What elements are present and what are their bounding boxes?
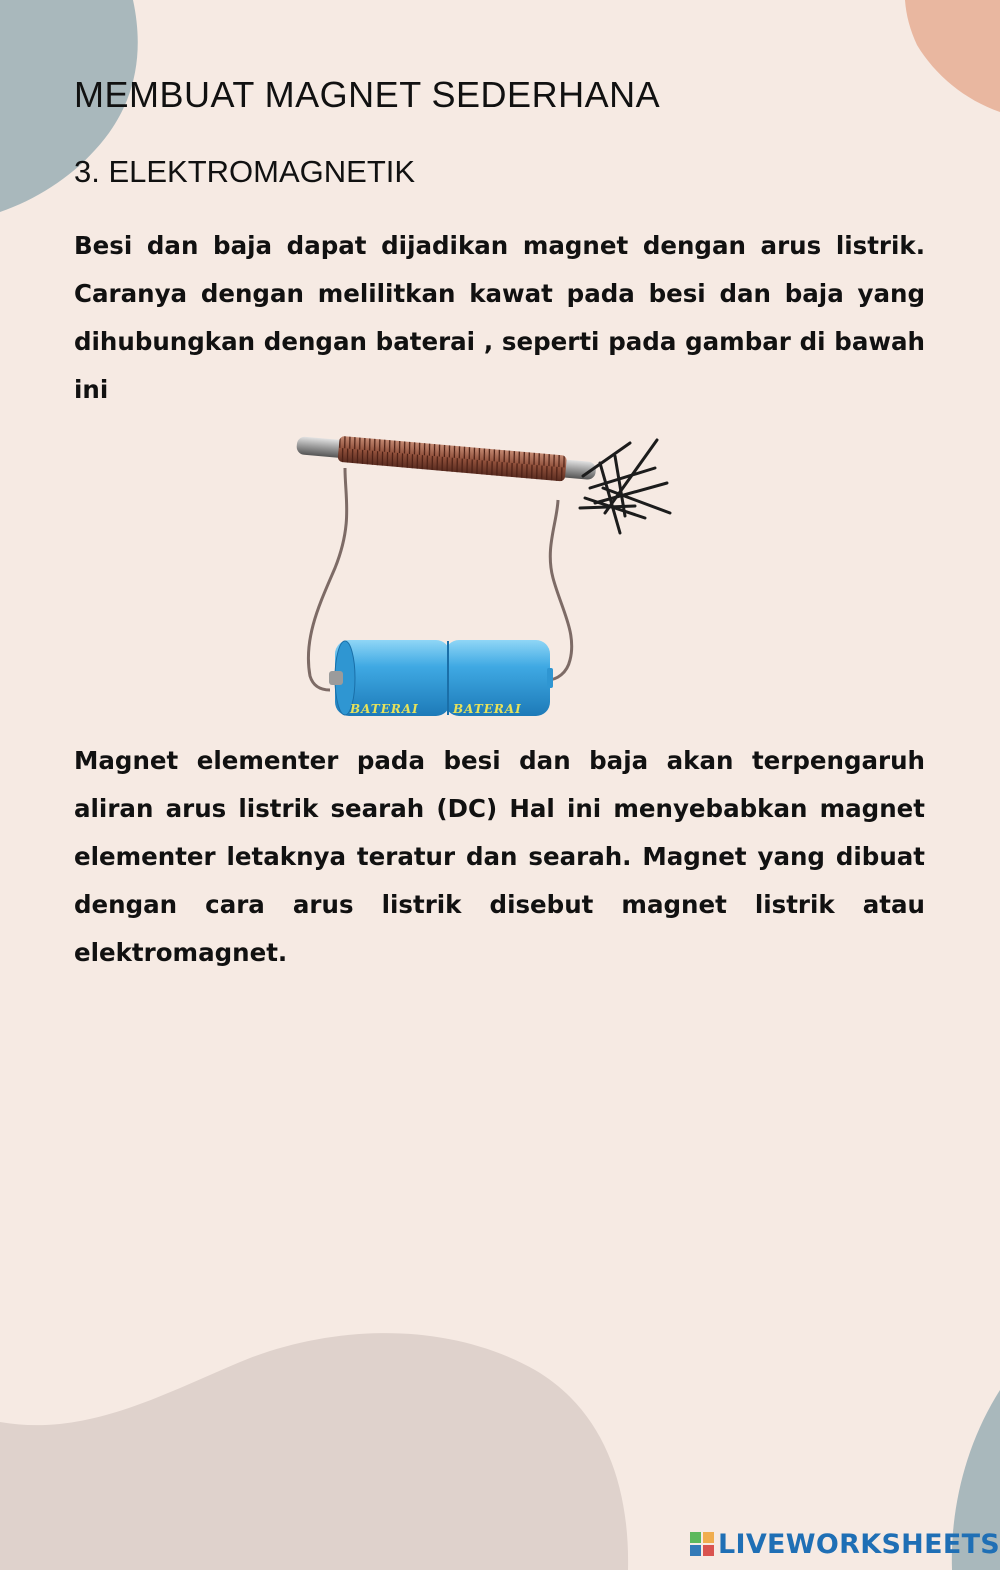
page-title: MEMBUAT MAGNET SEDERHANA [74, 74, 661, 115]
liveworksheets-logo-icon [690, 1532, 714, 1556]
nails [580, 440, 670, 533]
electromagnet-illustration [285, 428, 685, 728]
section-title: 3. ELEKTROMAGNETIK [74, 154, 416, 189]
battery-label-2: BATERAI [453, 702, 522, 716]
intro-paragraph: Besi dan baja dapat dijadikan magnet dengan arus listrik. Caranya dengan melilitkan kawat pada besi dan baja yang dihubungkan dengan baterai , seperti pada gambar di bawah ini [74, 231, 925, 404]
explanation-paragraph: Magnet elementer pada besi dan baja akan terpengaruh aliran arus listrik searah (DC) Hal ini menyebabkan magnet elementer letaknya teratur dan searah. Magnet yang dibuat dengan cara arus listrik disebut magnet listrik atau elektromagnet. [74, 746, 925, 967]
battery-label-1: BATERAI [350, 702, 419, 716]
right-wire [547, 500, 572, 680]
liveworksheets-logo [690, 1524, 1000, 1564]
battery-pack [329, 640, 553, 716]
bottom-left-blob [0, 1330, 640, 1570]
top-right-blob [905, 0, 1000, 115]
logo-text: LIVEWORKSHEETS [718, 1528, 1000, 1560]
